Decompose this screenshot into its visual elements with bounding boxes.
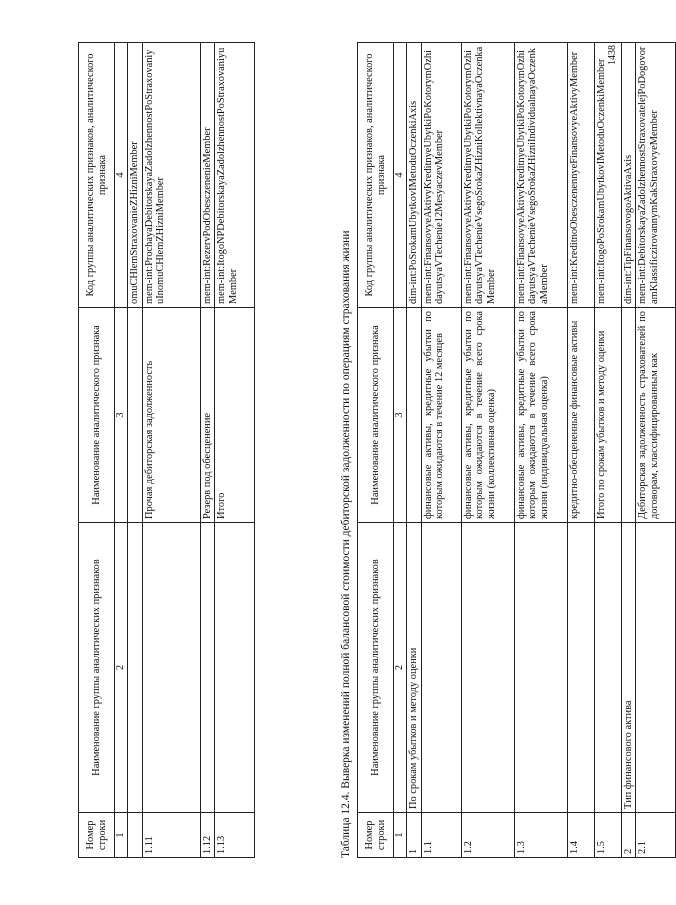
- code-cell: mem-int:KreditnoObesczenennyeFinansovyeAktivyMember: [567, 43, 594, 308]
- group-name-cell: [594, 523, 621, 813]
- column-number: 2: [115, 523, 128, 813]
- column-number: 4: [115, 43, 128, 308]
- rotated-content: [75, 30, 660, 870]
- page-number: 1438: [607, 45, 618, 65]
- group-name-cell: [128, 523, 143, 813]
- header-group-name: Наименование группы аналитических признаков: [358, 523, 394, 813]
- header-code: Код группы аналитических признаков, аналитического признака: [79, 43, 115, 308]
- table-row: [421, 43, 461, 858]
- header-feature-name: Наименование аналитического признака: [358, 308, 394, 523]
- code-cell: omuCHlemStraxovanieZHizniMember: [128, 43, 143, 308]
- row-number: 1.2: [461, 813, 514, 858]
- column-number: 1: [115, 813, 128, 858]
- header-row-number: Номер строки: [358, 813, 394, 858]
- feature-name-cell: [407, 308, 422, 523]
- table-row: [594, 43, 621, 858]
- header-feature-name: Наименование аналитического признака: [79, 308, 115, 523]
- feature-name-cell: [128, 308, 143, 523]
- row-number: 2: [621, 813, 636, 858]
- column-number: 2: [394, 523, 407, 813]
- code-cell: dim-int:TipFinansovogoAktivaAxis: [621, 43, 636, 308]
- table-row: [200, 43, 215, 858]
- table-row: [461, 43, 514, 858]
- table-row: [215, 43, 255, 858]
- column-number: 3: [394, 308, 407, 523]
- code-cell: mem-int:FinansovyeAktivyKreditnyeUbytkiPoKotorymOzhidayutsyaVTechenieVsegoSrokaZHizniKollektivnayaOczenkaMember: [461, 43, 514, 308]
- group-name-cell: [421, 523, 461, 813]
- row-number: 1.4: [567, 813, 594, 858]
- code-cell: mem-int:FinansovyeAktivyKreditnyeUbytkiPoKotorymOzhidayutsyaVTechenie12MesyaczevMember: [421, 43, 461, 308]
- code-cell: mem-int:FinansovyeAktivyKreditnyeUbytkiPoKotorymOzhidayutsyaVTechenieVsegoSrokaZHizniIndividualnayaOczenkaMember: [514, 43, 567, 308]
- row-number: 1.13: [215, 813, 255, 858]
- feature-name-cell: Резерв под обесценение: [200, 308, 215, 523]
- code-cell: mem-int:ItogoPoSrokamUbytkovIMetoduOczenkiMember: [594, 43, 621, 308]
- header-row-number: Номер строки: [79, 813, 115, 858]
- table-continuation: [78, 42, 255, 858]
- feature-name-cell: [621, 308, 636, 523]
- code-cell: mem-int:RezervPodObesczenenieMember: [200, 43, 215, 308]
- feature-name-cell: кредитно-обесцененные финансовые активы: [567, 308, 594, 523]
- header-code: Код группы аналитических признаков, аналитического признака: [358, 43, 394, 308]
- feature-name-cell: Прочая дебиторская задолженность: [142, 308, 200, 523]
- group-name-cell: По срокам убытков и методу оценки: [407, 523, 422, 813]
- group-name-cell: [636, 523, 676, 813]
- code-cell: mem-int:ProchayaDebitorskayaZadolzhennostPoStraxovaniyuInomuCHlemZHizniMember: [142, 43, 200, 308]
- table-row: [128, 43, 143, 858]
- column-number: 1: [394, 813, 407, 858]
- header-group-name: Наименование группы аналитических признаков: [79, 523, 115, 813]
- row-number: 1.1: [421, 813, 461, 858]
- code-cell: mem-int:DebitorskayaZadolzhennostStraxovatelejPoDogovoramKlassificzirovannymKakStraxovyeMember: [636, 43, 676, 308]
- column-number: 4: [394, 43, 407, 308]
- table-row: [621, 43, 636, 858]
- feature-name-cell: Итого по срокам убытков и методу оценки: [594, 308, 621, 523]
- row-number: 1.3: [514, 813, 567, 858]
- group-name-cell: [200, 523, 215, 813]
- group-name-cell: Тип финансового актива: [621, 523, 636, 813]
- table-row: [636, 43, 676, 858]
- group-name-cell: [514, 523, 567, 813]
- row-number: 1.5: [594, 813, 621, 858]
- table-row: [567, 43, 594, 858]
- row-number: 1: [407, 813, 422, 858]
- group-name-cell: [215, 523, 255, 813]
- feature-name-cell: Итого: [215, 308, 255, 523]
- group-name-cell: [567, 523, 594, 813]
- row-number: 1.11: [142, 813, 200, 858]
- column-number: 3: [115, 308, 128, 523]
- row-number: 1.12: [200, 813, 215, 858]
- code-cell: dim-int:PoSrokamUbytkovIMetoduOczenkiAxis: [407, 43, 422, 308]
- row-number: 2.1: [636, 813, 676, 858]
- group-name-cell: [461, 523, 514, 813]
- feature-name-cell: финансовые активы, кредитные убытки по которым ожидаются в течение всего срока жизни (индивидуальная оценка): [514, 308, 567, 523]
- table-row: [407, 43, 422, 858]
- row-number: [128, 813, 143, 858]
- table-row: [142, 43, 200, 858]
- code-cell: mem-int:ItogoNPDebitorskayaZadolzhennostPoStraxovaniyuMember: [215, 43, 255, 308]
- group-name-cell: [142, 523, 200, 813]
- feature-name-cell: финансовые активы, кредитные убытки по которым ожидаются в течение всего срока жизни (коллективная оценка): [461, 308, 514, 523]
- table-12-4: [357, 42, 676, 858]
- table-caption: Таблица 12.4. Выверка изменений полной балансовой стоимости дебиторской задолженности по операциям страхования жизни: [340, 230, 352, 858]
- feature-name-cell: финансовые активы, кредитные убытки по которым ожидаются в течение 12 месяцев: [421, 308, 461, 523]
- feature-name-cell: Дебиторская задолженность страхователей по договорам, классифицированным как: [636, 308, 676, 523]
- table-row: [514, 43, 567, 858]
